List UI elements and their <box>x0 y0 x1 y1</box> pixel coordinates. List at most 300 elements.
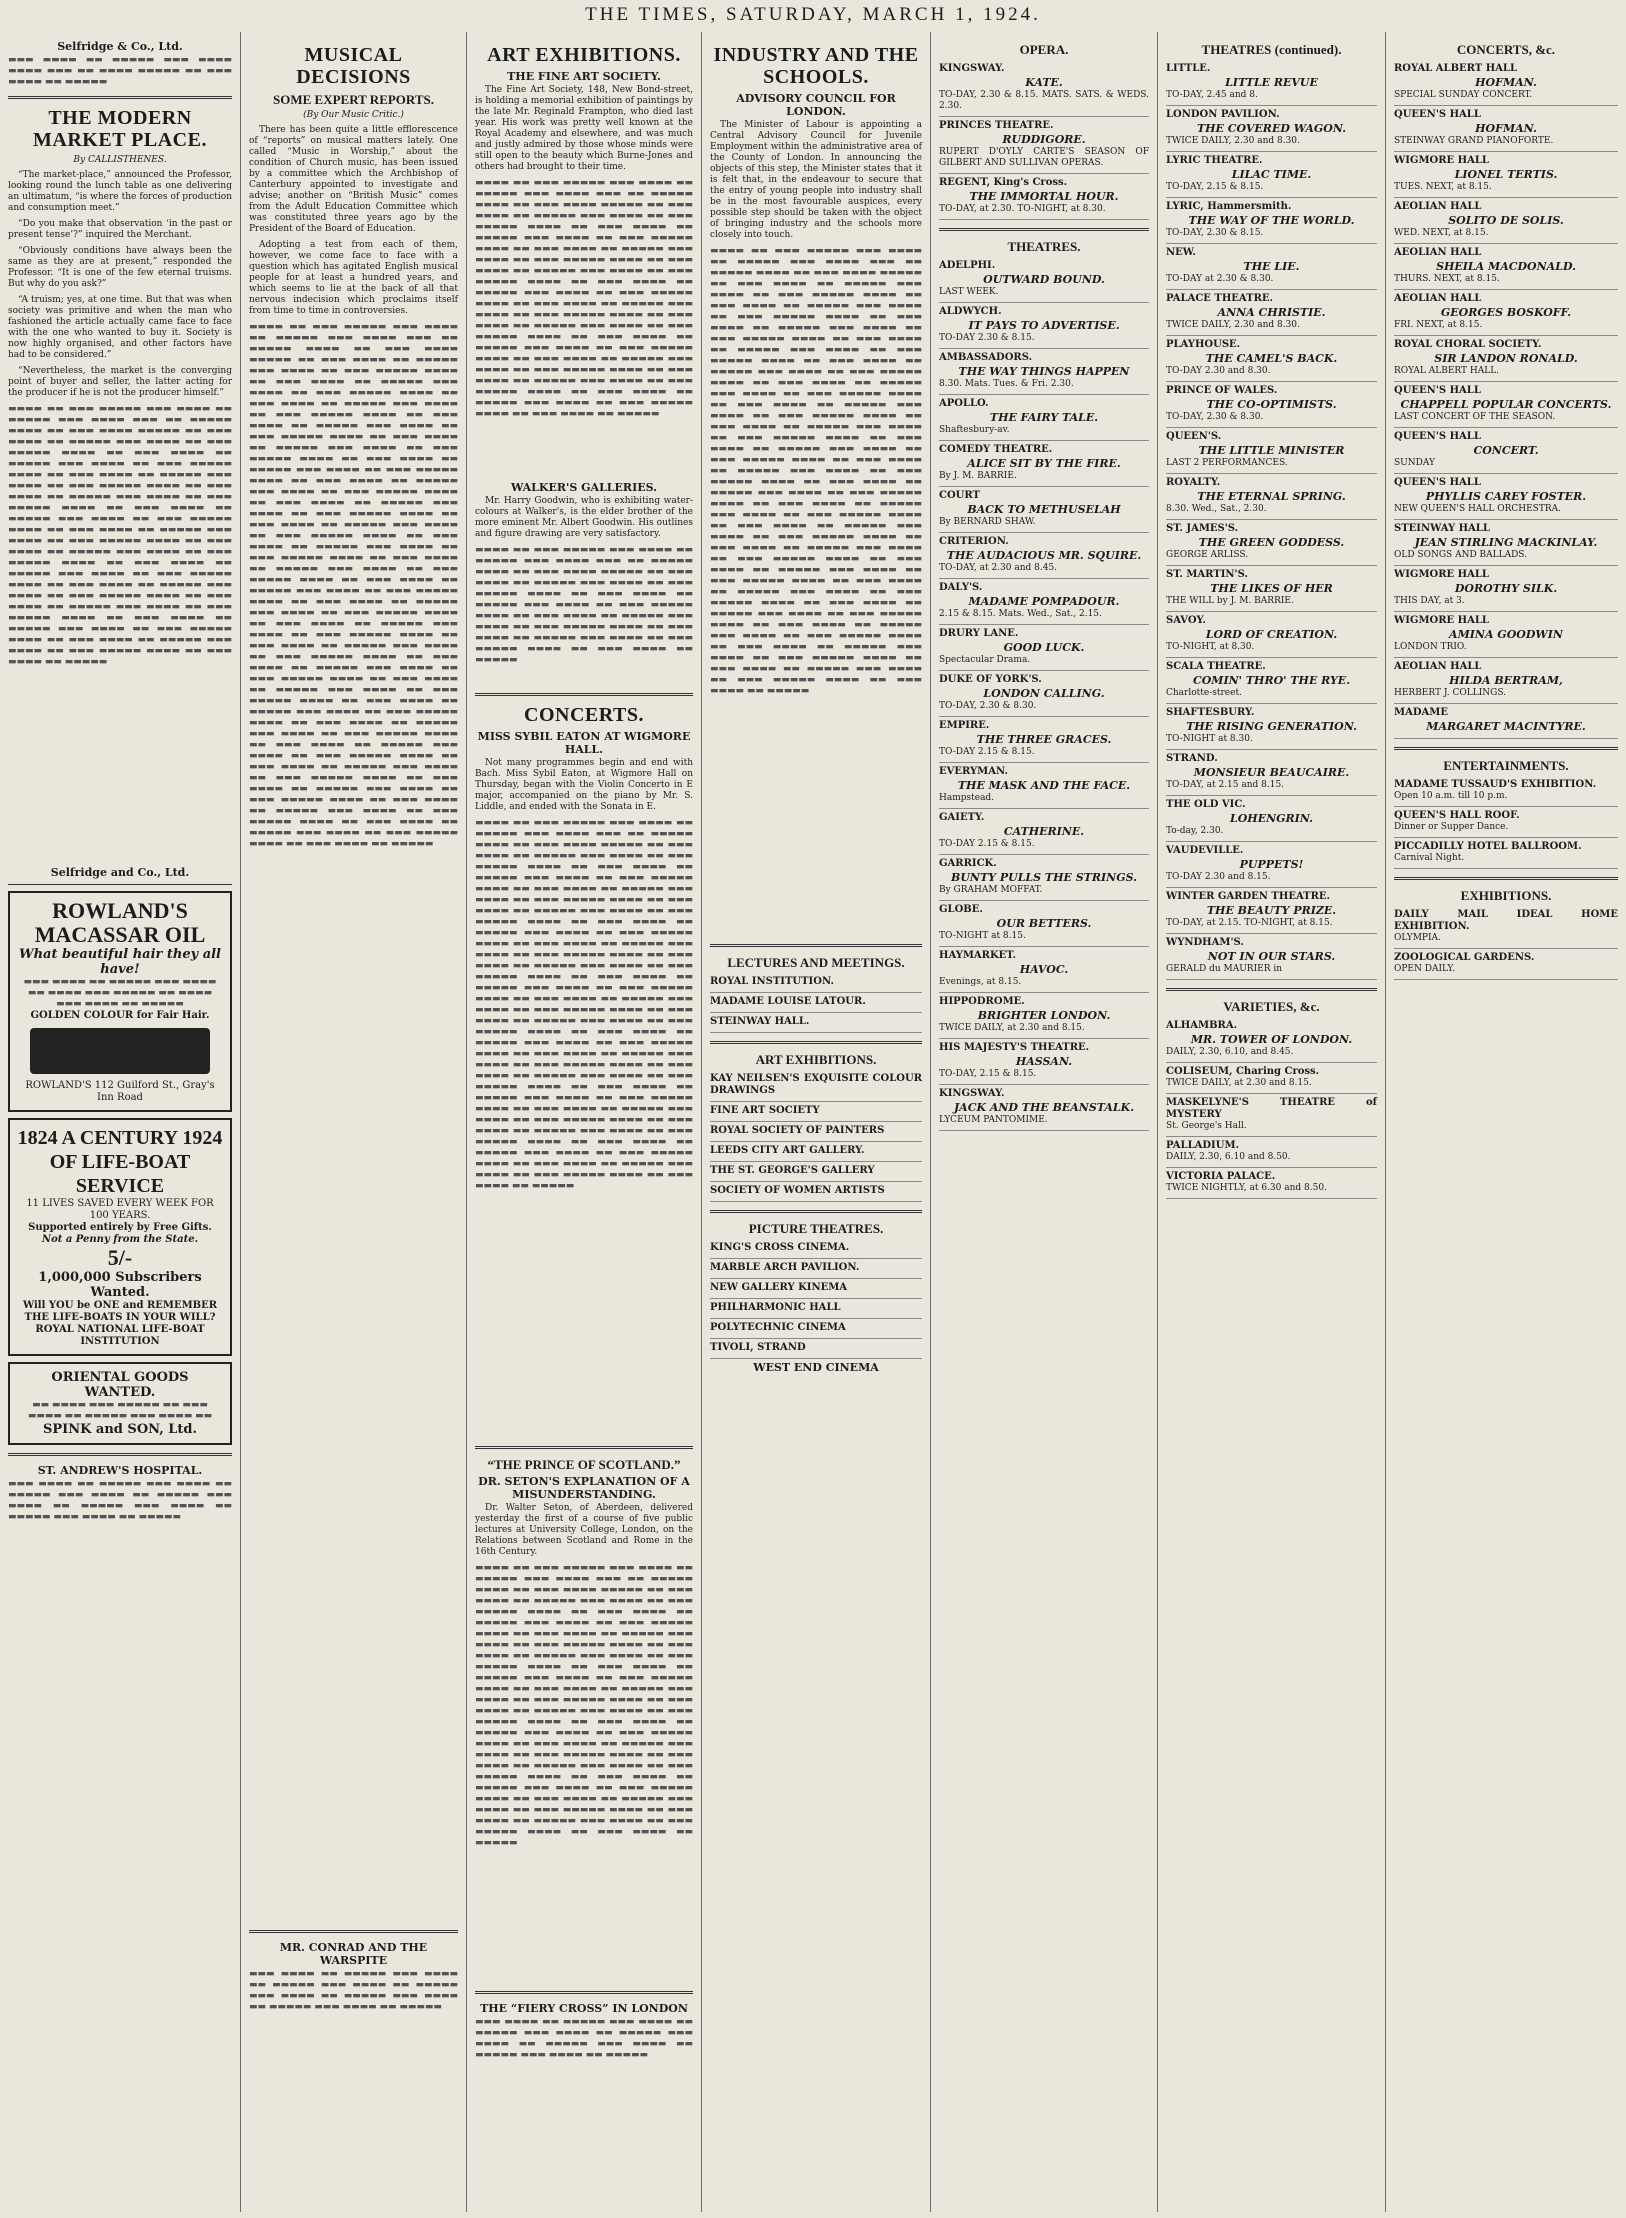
filler-text: ▬▬▬ ▬▬▬▬ ▬▬ ▬▬▬▬▬ ▬▬▬ ▬▬▬▬ ▬▬ ▬▬▬▬ ▬▬▬ ▬▬▬▬▬ ▬▬ ▬▬▬▬ ▬▬▬ ▬▬▬▬ ▬▬ ▬▬▬▬▬ <box>23 977 217 1009</box>
show-title: SHEILA MACDONALD. <box>1436 260 1576 273</box>
show-title: THE CO-OPTIMISTS. <box>1206 398 1337 411</box>
show-details: TO-NIGHT at 8.15. <box>939 931 1026 941</box>
listing-name: MADAME LOUISE LATOUR. <box>710 996 866 1007</box>
listing-name: ROYAL INSTITUTION. <box>710 976 834 987</box>
show-title: JACK AND THE BEANSTALK. <box>953 1101 1135 1114</box>
show-details: By GRAHAM MOFFAT. <box>939 885 1043 895</box>
filler-text: ▬▬▬▬ ▬▬ ▬▬▬ ▬▬▬▬▬ ▬▬▬ ▬▬▬▬ ▬▬ ▬▬▬▬▬ ▬▬▬ ▬▬▬▬ ▬▬▬ ▬▬ ▬▬▬▬▬ ▬▬▬▬ ▬▬ ▬▬▬ ▬▬▬▬ ▬▬▬▬▬ ▬▬ ▬▬▬ ▬▬▬▬ ▬▬ ▬▬▬▬▬ ▬▬▬ ▬▬▬▬ ▬▬ ▬▬▬ ▬▬▬▬▬ ▬▬▬▬ ▬▬ ▬▬▬ ▬▬▬▬ ▬▬ ▬▬▬▬▬ ▬▬▬ ▬▬▬▬ ▬▬ ▬▬▬ ▬▬▬▬▬ ▬▬▬▬ ▬▬ ▬▬▬ ▬▬▬▬ ▬▬ ▬▬▬▬▬ ▬▬▬ ▬▬▬▬ ▬▬ ▬▬▬ ▬▬▬▬▬ ▬▬▬▬ ▬▬ ▬▬▬ ▬▬▬▬ ▬▬ ▬▬▬▬▬ ▬▬▬ ▬▬▬▬ ▬▬ ▬▬▬ ▬▬▬▬▬ ▬▬▬▬ ▬▬ ▬▬▬ ▬▬▬▬ ▬▬ ▬▬▬▬▬ ▬▬▬ ▬▬▬▬ ▬▬ ▬▬▬ ▬▬▬▬▬ ▬▬▬▬ ▬▬ ▬▬▬ ▬▬▬▬ ▬▬ ▬▬▬▬▬ ▬▬▬ ▬▬▬▬ ▬▬ ▬▬▬ ▬▬▬▬▬ ▬▬▬▬ ▬▬ ▬▬▬ ▬▬▬▬ ▬▬ ▬▬▬▬▬ ▬▬▬ ▬▬▬▬ ▬▬ ▬▬▬ ▬▬▬▬▬ ▬▬▬▬ ▬▬ ▬▬▬ ▬▬▬▬ ▬▬ ▬▬▬▬▬ ▬▬▬ ▬▬▬▬ ▬▬ ▬▬▬ ▬▬▬▬▬ ▬▬▬▬ ▬▬ ▬▬▬ ▬▬▬▬ ▬▬ ▬▬▬▬▬ ▬▬▬ ▬▬▬▬ ▬▬ ▬▬▬ ▬▬▬▬▬ ▬▬▬▬ ▬▬ ▬▬▬ ▬▬▬▬ ▬▬ ▬▬▬▬▬ ▬▬▬ ▬▬▬▬ ▬▬ ▬▬▬ ▬▬▬▬▬ ▬▬▬▬ ▬▬ ▬▬▬ ▬▬▬▬ ▬▬ ▬▬▬▬▬ ▬▬▬ ▬▬▬▬ ▬▬ ▬▬▬ ▬▬▬▬▬ ▬▬▬▬ ▬▬ ▬▬▬ ▬▬▬▬ ▬▬ ▬▬▬▬▬ ▬▬▬ ▬▬▬▬ ▬▬ ▬▬▬ ▬▬▬▬▬ ▬▬▬▬ ▬▬ ▬▬▬ ▬▬▬▬ ▬▬ ▬▬▬▬▬ ▬▬▬ ▬▬▬▬ ▬▬ ▬▬▬ ▬▬▬▬▬ ▬▬▬▬ ▬▬ ▬▬▬ ▬▬▬▬ ▬▬ ▬▬▬▬▬ <box>475 1563 693 1848</box>
show-details: Charlotte-street. <box>1166 688 1242 698</box>
venue-name: DAILY MAIL IDEAL HOME EXHIBITION. <box>1394 909 1618 932</box>
show-title: COMIN' THRO' THE RYE. <box>1192 674 1351 687</box>
show-details: TO-NIGHT, at 8.30. <box>1166 642 1255 652</box>
listing-entry <box>1394 566 1618 612</box>
section-heading: CONCERTS, &c. <box>1456 42 1556 57</box>
listing-entry <box>939 579 1149 625</box>
listing-name: POLYTECHNIC CINEMA <box>710 1322 846 1333</box>
show-title: ANNA CHRISTIE. <box>1217 306 1326 319</box>
listing-entry <box>939 763 1149 809</box>
listing-entry <box>1394 520 1618 566</box>
show-title: THE COVERED WAGON. <box>1196 122 1347 135</box>
opera-list <box>939 60 1149 220</box>
show-title: DOROTHY SILK. <box>1454 582 1558 595</box>
show-title: MADAME POMPADOUR. <box>968 595 1120 608</box>
show-details: TO-DAY 2.30 and 8.30. <box>1166 366 1271 376</box>
venue-name: HIS MAJESTY'S THEATRE. <box>939 1042 1090 1053</box>
venue-name: QUEEN'S. <box>1166 431 1222 442</box>
venue-name: AEOLIAN HALL <box>1394 247 1482 258</box>
show-title: LITTLE REVUE <box>1225 76 1318 89</box>
listing-entry <box>1166 474 1377 520</box>
listing-entry <box>1394 906 1618 949</box>
listing-name: THE ST. GEORGE'S GALLERY <box>710 1165 875 1176</box>
section-heading: “THE PRINCE OF SCOTLAND.” <box>487 1457 681 1472</box>
show-title: HOFMAN. <box>1475 76 1537 89</box>
show-title: THE WAY OF THE WORLD. <box>1188 214 1355 227</box>
divider <box>475 1991 693 1994</box>
article-heading: MUSICAL DECISIONS <box>296 44 411 88</box>
filler-text: ▬▬▬▬ ▬▬ ▬▬▬ ▬▬▬▬▬ ▬▬▬ ▬▬▬▬ ▬▬ ▬▬▬▬▬ ▬▬▬ ▬▬▬▬ ▬▬▬ ▬▬ ▬▬▬▬▬ ▬▬▬▬ ▬▬ ▬▬▬ ▬▬▬▬ ▬▬▬▬▬ ▬▬ ▬▬▬ ▬▬▬▬ ▬▬ ▬▬▬▬▬ ▬▬▬ ▬▬▬▬ ▬▬ ▬▬▬ ▬▬▬▬▬ ▬▬▬▬ ▬▬ ▬▬▬ ▬▬▬▬ ▬▬ ▬▬▬▬▬ ▬▬▬ ▬▬▬▬ ▬▬ ▬▬▬ ▬▬▬▬▬ ▬▬▬▬ ▬▬ ▬▬▬ ▬▬▬▬ ▬▬ ▬▬▬▬▬ ▬▬▬ ▬▬▬▬ ▬▬ ▬▬▬ ▬▬▬▬▬ ▬▬▬▬ ▬▬ ▬▬▬ ▬▬▬▬ ▬▬ ▬▬▬▬▬ ▬▬▬ ▬▬▬▬ ▬▬ ▬▬▬ ▬▬▬▬▬ ▬▬▬▬ ▬▬ ▬▬▬ ▬▬▬▬ ▬▬ ▬▬▬▬▬ ▬▬▬ ▬▬▬▬ ▬▬ ▬▬▬ ▬▬▬▬▬ ▬▬▬▬ ▬▬ ▬▬▬ ▬▬▬▬ ▬▬ ▬▬▬▬▬ ▬▬▬ ▬▬▬▬ ▬▬ ▬▬▬ ▬▬▬▬▬ ▬▬▬▬ ▬▬ ▬▬▬ ▬▬▬▬ ▬▬ ▬▬▬▬▬ ▬▬▬ ▬▬▬▬ ▬▬ ▬▬▬ ▬▬▬▬▬ ▬▬▬▬ ▬▬ ▬▬▬ ▬▬▬▬ ▬▬ ▬▬▬▬▬ ▬▬▬ ▬▬▬▬ ▬▬ ▬▬▬ ▬▬▬▬▬ ▬▬▬▬ ▬▬ ▬▬▬ ▬▬▬▬ ▬▬ ▬▬▬▬▬ ▬▬▬ ▬▬▬▬ ▬▬ ▬▬▬ ▬▬▬▬▬ ▬▬▬▬ ▬▬ ▬▬▬ ▬▬▬▬ ▬▬ ▬▬▬▬▬ ▬▬▬ ▬▬▬▬ ▬▬ ▬▬▬ ▬▬▬▬▬ ▬▬▬▬ ▬▬ ▬▬▬ ▬▬▬▬ ▬▬ ▬▬▬▬▬ ▬▬▬ ▬▬▬▬ ▬▬ ▬▬▬ ▬▬▬▬▬ ▬▬▬▬ ▬▬ ▬▬▬ ▬▬▬▬ ▬▬ ▬▬▬▬▬ ▬▬▬ ▬▬▬▬ ▬▬ ▬▬▬ ▬▬▬▬▬ ▬▬▬▬ ▬▬ ▬▬▬ ▬▬▬▬ ▬▬ ▬▬▬▬▬ ▬▬▬ ▬▬▬▬ ▬▬ ▬▬▬ ▬▬▬▬▬ ▬▬▬▬ ▬▬ ▬▬▬ ▬▬▬▬ ▬▬ ▬▬▬▬▬ ▬▬▬ ▬▬▬▬ ▬▬ ▬▬▬ ▬▬▬▬▬ ▬▬▬▬ ▬▬ ▬▬▬ ▬▬▬▬ ▬▬ ▬▬▬▬▬ ▬▬▬ ▬▬▬▬ ▬▬ ▬▬▬ ▬▬▬▬▬ ▬▬▬▬ ▬▬ ▬▬▬ ▬▬▬▬ ▬▬ ▬▬▬▬▬ ▬▬▬ ▬▬▬▬ ▬▬ ▬▬▬ ▬▬▬▬▬ ▬▬▬▬ ▬▬ ▬▬▬ ▬▬▬▬ ▬▬ ▬▬▬▬▬ ▬▬▬ ▬▬▬▬ ▬▬ ▬▬▬ ▬▬▬▬▬ ▬▬▬▬ ▬▬ ▬▬▬ ▬▬▬▬ ▬▬ ▬▬▬▬▬ ▬▬▬ ▬▬▬▬ ▬▬ ▬▬▬ ▬▬▬▬▬ ▬▬▬▬ ▬▬ ▬▬▬ ▬▬▬▬ ▬▬ ▬▬▬▬▬ ▬▬▬ ▬▬▬▬ ▬▬ ▬▬▬ ▬▬▬▬▬ ▬▬▬▬ ▬▬ ▬▬▬ ▬▬▬▬ ▬▬ ▬▬▬▬▬ ▬▬▬ ▬▬▬▬ ▬▬ ▬▬▬ ▬▬▬▬▬ ▬▬▬▬ ▬▬ ▬▬▬ ▬▬▬▬ ▬▬ ▬▬▬▬▬ <box>710 246 922 696</box>
picture-theatre-list <box>710 1239 922 1359</box>
listing-entry <box>939 1085 1149 1131</box>
listing-entry <box>1166 382 1377 428</box>
show-details: LAST 2 PERFORMANCES. <box>1166 458 1288 468</box>
article-paragraph: “Obviously conditions have always been the same as they are at present,” responded the Professor. “It is one of the few eternal truisms. But why do you ask?” <box>8 246 232 289</box>
show-details: TO-DAY, 2.30 & 8.30. <box>939 701 1037 711</box>
listing-entry <box>939 303 1149 349</box>
listing-entry <box>1166 796 1377 842</box>
show-details: LONDON TRIO. <box>1394 642 1467 652</box>
show-details: OLYMPIA. <box>1394 933 1441 943</box>
article-paragraph: There has been quite a little efflorescence of “reports” on musical matters lately. One called “Music in Worship,” about the condition of Church music, has been issued by a committee which the Archbishop of Canterbury appointed to investigate and advise; another on “British Music” comes from the Adult Education Committee which was constituted three years ago by the President of the Board of Education. <box>249 125 458 234</box>
venue-name: AMBASSADORS. <box>939 352 1033 363</box>
show-details: By BERNARD SHAW. <box>939 517 1036 527</box>
show-details: DAILY, 2.30, 6.10, and 8.45. <box>1166 1047 1294 1057</box>
listing-name: NEW GALLERY KINEMA <box>710 1282 848 1293</box>
show-title: CHAPPELL POPULAR CONCERTS. <box>1400 398 1612 411</box>
listing-entry <box>1394 612 1618 658</box>
divider <box>475 1446 693 1449</box>
venue-name: HIPPODROME. <box>939 996 1025 1007</box>
advert-title: 1824 A CENTURY 1924 OF LIFE-BOAT SERVICE <box>17 1127 223 1197</box>
article-paragraph: “The market-place,” announced the Professor, looking round the lunch table as one delivering an ultimatum, “is where the forces of production and consumption meet.” <box>8 170 232 213</box>
show-details: LYCEUM PANTOMIME. <box>939 1115 1048 1125</box>
listing-name: SOCIETY OF WOMEN ARTISTS <box>710 1185 885 1196</box>
advert-tagline: What beautiful hair they all have! <box>19 947 221 977</box>
venue-name: COURT <box>939 490 980 501</box>
listing-entry <box>1166 566 1377 612</box>
advert-address: ROWLAND'S 112 Guilford St., Gray's Inn Road <box>25 1080 215 1103</box>
section-heading: ART EXHIBITIONS. <box>755 1052 877 1067</box>
show-details: Evenings, at 8.15. <box>939 977 1022 987</box>
listing-entry <box>1166 658 1377 704</box>
show-title: BRIGHTER LONDON. <box>977 1009 1111 1022</box>
show-title: HOFMAN. <box>1475 122 1537 135</box>
section-heading: ENTERTAINMENTS. <box>1443 758 1569 773</box>
listing-entry <box>1166 106 1377 152</box>
listing-entry <box>1394 382 1618 428</box>
section-heading: THEATRES (continued). <box>1201 42 1342 57</box>
listing-entry <box>710 1070 922 1102</box>
listing-entry <box>939 901 1149 947</box>
listing-entry <box>939 1039 1149 1085</box>
filler-text: ▬▬▬▬ ▬▬ ▬▬▬ ▬▬▬▬▬ ▬▬▬ ▬▬▬▬ ▬▬ ▬▬▬▬▬ ▬▬▬ ▬▬▬▬ ▬▬▬ ▬▬ ▬▬▬▬▬ ▬▬▬▬ ▬▬ ▬▬▬ ▬▬▬▬ ▬▬▬▬▬ ▬▬ ▬▬▬ ▬▬▬▬ ▬▬ ▬▬▬▬▬ ▬▬▬ ▬▬▬▬ ▬▬ ▬▬▬ ▬▬▬▬▬ ▬▬▬▬ ▬▬ ▬▬▬ ▬▬▬▬ ▬▬ ▬▬▬▬▬ ▬▬▬ ▬▬▬▬ ▬▬ ▬▬▬ ▬▬▬▬▬ ▬▬▬▬ ▬▬ ▬▬▬ ▬▬▬▬ ▬▬ ▬▬▬▬▬ ▬▬▬ ▬▬▬▬ ▬▬ ▬▬▬ ▬▬▬▬▬ ▬▬▬▬ ▬▬ ▬▬▬ ▬▬▬▬ ▬▬ ▬▬▬▬▬ ▬▬▬ ▬▬▬▬ ▬▬ ▬▬▬ ▬▬▬▬▬ ▬▬▬▬ ▬▬ ▬▬▬ ▬▬▬▬ ▬▬ ▬▬▬▬▬ ▬▬▬ ▬▬▬▬ ▬▬ ▬▬▬ ▬▬▬▬▬ ▬▬▬▬ ▬▬ ▬▬▬ ▬▬▬▬ ▬▬ ▬▬▬▬▬ ▬▬▬ ▬▬▬▬ ▬▬ ▬▬▬ ▬▬▬▬▬ ▬▬▬▬ ▬▬ ▬▬▬ ▬▬▬▬ ▬▬ ▬▬▬▬▬ ▬▬▬ ▬▬▬▬ ▬▬ ▬▬▬ ▬▬▬▬▬ ▬▬▬▬ ▬▬ ▬▬▬ ▬▬▬▬ ▬▬ ▬▬▬▬▬ ▬▬▬ ▬▬▬▬ ▬▬ ▬▬▬ ▬▬▬▬▬ ▬▬▬▬ ▬▬ ▬▬▬ ▬▬▬▬ ▬▬ ▬▬▬▬▬ ▬▬▬ ▬▬▬▬ ▬▬ ▬▬▬ ▬▬▬▬▬ ▬▬▬▬ ▬▬ ▬▬▬ ▬▬▬▬ ▬▬ ▬▬▬▬▬ ▬▬▬ ▬▬▬▬ ▬▬ ▬▬▬ ▬▬▬▬▬ ▬▬▬▬ ▬▬ ▬▬▬ ▬▬▬▬ ▬▬ ▬▬▬▬▬ ▬▬▬ ▬▬▬▬ ▬▬ ▬▬▬ ▬▬▬▬▬ ▬▬▬▬ ▬▬ ▬▬▬ ▬▬▬▬ ▬▬ ▬▬▬▬▬ ▬▬▬ ▬▬▬▬ ▬▬ ▬▬▬ ▬▬▬▬▬ ▬▬▬▬ ▬▬ ▬▬▬ ▬▬▬▬ ▬▬ ▬▬▬▬▬ ▬▬▬ ▬▬▬▬ ▬▬ ▬▬▬ ▬▬▬▬▬ ▬▬▬▬ ▬▬ ▬▬▬ ▬▬▬▬ ▬▬ ▬▬▬▬▬ ▬▬▬ ▬▬▬▬ ▬▬ ▬▬▬ ▬▬▬▬▬ ▬▬▬▬ ▬▬ ▬▬▬ ▬▬▬▬ ▬▬ ▬▬▬▬▬ ▬▬▬ ▬▬▬▬ ▬▬ ▬▬▬ ▬▬▬▬▬ ▬▬▬▬ ▬▬ ▬▬▬ ▬▬▬▬ ▬▬ ▬▬▬▬▬ ▬▬▬ ▬▬▬▬ ▬▬ ▬▬▬ ▬▬▬▬▬ ▬▬▬▬ ▬▬ ▬▬▬ ▬▬▬▬ ▬▬ ▬▬▬▬▬ ▬▬▬ ▬▬▬▬ ▬▬ ▬▬▬ ▬▬▬▬▬ ▬▬▬▬ ▬▬ ▬▬▬ ▬▬▬▬ ▬▬ ▬▬▬▬▬ ▬▬▬ ▬▬▬▬ ▬▬ ▬▬▬ ▬▬▬▬▬ ▬▬▬▬ ▬▬ ▬▬▬ ▬▬▬▬ ▬▬ ▬▬▬▬▬ <box>475 818 693 1191</box>
venue-name: ADELPHI. <box>939 260 996 271</box>
show-details: TO-DAY 2.15 & 8.15. <box>939 747 1035 757</box>
exhibition-list <box>1394 906 1618 980</box>
listing-entry <box>939 625 1149 671</box>
show-details: OLD SONGS AND BALLADS. <box>1394 550 1528 560</box>
venue-name: QUEEN'S HALL <box>1394 385 1481 396</box>
divider <box>1394 877 1618 880</box>
show-details: TO-DAY, 2.30 & 8.15. MATS. SATS. & WEDS. 2.30. <box>939 90 1149 111</box>
oriental-goods-advert <box>8 1362 232 1445</box>
venue-name: ZOOLOGICAL GARDENS. <box>1394 952 1535 963</box>
venue-name: GLOBE. <box>939 904 983 915</box>
divider <box>8 884 232 885</box>
divider <box>475 693 693 696</box>
listing-entry <box>1394 290 1618 336</box>
exhibition-list <box>710 1070 922 1202</box>
show-details: 2.15 & 8.15. Mats. Wed., Sat., 2.15. <box>939 609 1102 619</box>
theatre-list <box>939 257 1149 1131</box>
show-details: SPECIAL SUNDAY CONCERT. <box>1394 90 1533 100</box>
listing-entry <box>939 717 1149 763</box>
listing-entry <box>710 1319 922 1339</box>
venue-name: SHAFTESBURY. <box>1166 707 1255 718</box>
venue-name: ROYAL ALBERT HALL <box>1394 63 1517 74</box>
show-title: OUTWARD BOUND. <box>983 273 1105 286</box>
column-2 <box>241 32 466 2212</box>
column-7 <box>1386 32 1626 2212</box>
show-title: IT PAYS TO ADVERTISE. <box>968 319 1120 332</box>
show-details: 8.30. Wed., Sat., 2.30. <box>1166 504 1267 514</box>
venue-name: ST. JAMES'S. <box>1166 523 1239 534</box>
show-details: TWICE DAILY, 2.30 and 8.30. <box>1166 136 1300 146</box>
listing-entry <box>1166 60 1377 106</box>
divider <box>710 944 922 947</box>
show-details: OPEN DAILY. <box>1394 964 1456 974</box>
show-title: LORD OF CREATION. <box>1205 628 1338 641</box>
venue-name: PICCADILLY HOTEL BALLROOM. <box>1394 841 1582 852</box>
listing-entry <box>1166 612 1377 658</box>
listing-entry <box>939 993 1149 1039</box>
listing-name: KAY NEILSEN'S EXQUISITE COLOUR DRAWINGS <box>710 1073 922 1096</box>
column-5 <box>931 32 1157 2212</box>
listing-name: TIVOLI, STRAND <box>710 1342 806 1353</box>
listing-entry <box>939 117 1149 174</box>
listing-name: STEINWAY HALL. <box>710 1016 810 1027</box>
show-title: THE AUDACIOUS MR. SQUIRE. <box>946 549 1142 562</box>
divider <box>1166 988 1377 991</box>
lecture-list <box>710 973 922 1033</box>
show-details: THIS DAY, at 3. <box>1394 596 1465 606</box>
show-title: JEAN STIRLING MACKINLAY. <box>1414 536 1598 549</box>
venue-name: AEOLIAN HALL <box>1394 201 1482 212</box>
venue-name: MASKELYNE'S THEATRE of MYSTERY <box>1166 1097 1377 1120</box>
column-1 <box>0 32 240 2212</box>
show-title: MARGARET MACINTYRE. <box>1426 720 1586 733</box>
listing-entry <box>710 1122 922 1142</box>
listing-entry <box>710 1259 922 1279</box>
filler-text: ▬▬ ▬▬▬▬ ▬▬▬ ▬▬▬▬▬ ▬▬ ▬▬▬ ▬▬▬▬ ▬▬ ▬▬▬▬▬ ▬▬▬ ▬▬▬▬ ▬▬ <box>27 1400 213 1421</box>
listing-entry <box>1166 152 1377 198</box>
listing-entry <box>1394 704 1618 739</box>
section-heading: LECTURES AND MEETINGS. <box>727 955 905 970</box>
venue-name: PRINCES THEATRE. <box>939 120 1054 131</box>
show-details: ROYAL ALBERT HALL. <box>1394 366 1500 376</box>
section-heading: EXHIBITIONS. <box>1460 888 1552 903</box>
venue-name: PRINCE OF WALES. <box>1166 385 1278 396</box>
show-title: NOT IN OUR STARS. <box>1207 950 1336 963</box>
show-details: TO-DAY 2.30 & 8.15. <box>939 333 1035 343</box>
lifeboat-advert <box>8 1118 232 1356</box>
show-details: TWICE DAILY, at 2.30 and 8.15. <box>939 1023 1085 1033</box>
show-title: CONCERT. <box>1473 444 1539 457</box>
listing-entry <box>710 1299 922 1319</box>
show-details: TO-DAY, at 2.15 and 8.15. <box>1166 780 1285 790</box>
show-title: KATE. <box>1025 76 1063 89</box>
show-details: TO-DAY at 2.30 & 8.30. <box>1166 274 1274 284</box>
divider <box>710 1041 922 1044</box>
venue-name: WINTER GARDEN THEATRE. <box>1166 891 1331 902</box>
article-subheading: MISS SYBIL EATON AT WIGMORE HALL. <box>477 730 691 756</box>
section-heading: THE “FIERY CROSS” IN LONDON <box>480 2002 688 2015</box>
show-details: TWICE DAILY, 2.30 and 8.30. <box>1166 320 1300 330</box>
show-title: MONSIEUR BEAUCAIRE. <box>1193 766 1350 779</box>
column-6 <box>1158 32 1385 2212</box>
advert-support: Supported entirely by Free Gifts. <box>28 1222 212 1233</box>
section-heading: MR. CONRAD AND THE WARSPITE <box>279 1941 428 1967</box>
listing-entry <box>1166 842 1377 888</box>
divider <box>8 96 232 99</box>
show-details: TO-DAY 2.30 and 8.15. <box>1166 872 1271 882</box>
show-details: To-day, 2.30. <box>1166 826 1224 836</box>
venue-name: KINGSWAY. <box>939 63 1005 74</box>
listing-entry <box>1166 888 1377 934</box>
venue-name: GAIETY. <box>939 812 985 823</box>
show-details: By J. M. BARRIE. <box>939 471 1017 481</box>
show-details: GEORGE ARLISS. <box>1166 550 1249 560</box>
section-heading: THEATRES. <box>1007 239 1081 254</box>
show-details: WED. NEXT, at 8.15. <box>1394 228 1489 238</box>
show-details: TO-DAY, at 2.30 and 8.45. <box>939 563 1058 573</box>
venue-name: QUEEN'S HALL <box>1394 477 1481 488</box>
show-details: Hampstead. <box>939 793 995 803</box>
article-subheading: THE FINE ART SOCIETY. <box>507 70 661 83</box>
show-title: THE IMMORTAL HOUR. <box>969 190 1119 203</box>
listing-entry <box>1394 949 1618 980</box>
show-details: HERBERT J. COLLINGS. <box>1394 688 1507 698</box>
show-details: TO-DAY, at 2.15. TO-NIGHT, at 8.15. <box>1166 918 1333 928</box>
listing-entry <box>939 395 1149 441</box>
listing-entry <box>710 973 922 993</box>
show-title: PUPPETS! <box>1239 858 1304 871</box>
show-details: THE WILL by J. M. BARRIE. <box>1166 596 1294 606</box>
show-details: Dinner or Supper Dance. <box>1394 822 1509 832</box>
listing-entry <box>710 1013 922 1033</box>
show-title: THE MASK AND THE FACE. <box>957 779 1131 792</box>
section-heading: PICTURE THEATRES. <box>748 1221 884 1236</box>
listing-entry <box>939 809 1149 855</box>
show-details: RUPERT D'OYLY CARTE'S SEASON OF GILBERT AND SULLIVAN OPERAS. <box>939 147 1149 168</box>
show-details: TO-DAY, at 2.30. TO-NIGHT, at 8.30. <box>939 204 1106 214</box>
listing-name: LEEDS CITY ART GALLERY. <box>710 1145 865 1156</box>
venue-name: LYRIC, Hammersmith. <box>1166 201 1292 212</box>
show-title: LIONEL TERTIS. <box>1454 168 1558 181</box>
article-subheading: DR. SETON'S EXPLANATION OF A MISUNDERSTANDING. <box>478 1475 690 1501</box>
varieties-list <box>1166 1017 1377 1199</box>
filler-text: ▬▬▬▬ ▬▬ ▬▬▬ ▬▬▬▬▬ ▬▬▬ ▬▬▬▬ ▬▬ ▬▬▬▬▬ ▬▬▬ ▬▬▬▬ ▬▬▬ ▬▬ ▬▬▬▬▬ ▬▬▬▬ ▬▬ ▬▬▬ ▬▬▬▬ ▬▬▬▬▬ ▬▬ ▬▬▬ ▬▬▬▬ ▬▬ ▬▬▬▬▬ ▬▬▬ ▬▬▬▬ ▬▬ ▬▬▬ ▬▬▬▬▬ ▬▬▬▬ ▬▬ ▬▬▬ ▬▬▬▬ ▬▬ ▬▬▬▬▬ ▬▬▬ ▬▬▬▬ ▬▬ ▬▬▬ ▬▬▬▬▬ ▬▬▬▬ ▬▬ ▬▬▬ ▬▬▬▬ ▬▬ ▬▬▬▬▬ ▬▬▬ ▬▬▬▬ ▬▬ ▬▬▬ ▬▬▬▬▬ ▬▬▬▬ ▬▬ ▬▬▬ ▬▬▬▬ ▬▬ ▬▬▬▬▬ ▬▬▬ ▬▬▬▬ ▬▬ ▬▬▬ ▬▬▬▬▬ ▬▬▬▬ ▬▬ ▬▬▬ ▬▬▬▬ ▬▬ ▬▬▬▬▬ ▬▬▬ ▬▬▬▬ ▬▬ ▬▬▬ ▬▬▬▬▬ ▬▬▬▬ ▬▬ ▬▬▬ ▬▬▬▬ ▬▬ ▬▬▬▬▬ ▬▬▬ ▬▬▬▬ ▬▬ ▬▬▬ ▬▬▬▬▬ ▬▬▬▬ ▬▬ ▬▬▬ ▬▬▬▬ ▬▬ ▬▬▬▬▬ ▬▬▬ ▬▬▬▬ ▬▬ ▬▬▬ ▬▬▬▬▬ ▬▬▬▬ ▬▬ ▬▬▬ ▬▬▬▬ ▬▬ ▬▬▬▬▬ ▬▬▬ ▬▬▬▬ ▬▬ ▬▬▬ ▬▬▬▬▬ ▬▬▬▬ ▬▬ ▬▬▬ ▬▬▬▬ ▬▬ ▬▬▬▬▬ ▬▬▬ ▬▬▬▬ ▬▬ ▬▬▬ ▬▬▬▬▬ ▬▬▬▬ ▬▬ ▬▬▬ ▬▬▬▬ ▬▬ ▬▬▬▬▬ ▬▬▬ ▬▬▬▬ ▬▬ ▬▬▬ ▬▬▬▬▬ ▬▬▬▬ ▬▬ ▬▬▬ ▬▬▬▬ ▬▬ ▬▬▬▬▬ ▬▬▬ ▬▬▬▬ ▬▬ ▬▬▬ ▬▬▬▬▬ ▬▬▬▬ ▬▬ ▬▬▬ ▬▬▬▬ ▬▬ ▬▬▬▬▬ ▬▬▬ ▬▬▬▬ ▬▬ ▬▬▬ ▬▬▬▬▬ ▬▬▬▬ ▬▬ ▬▬▬ ▬▬▬▬ ▬▬ ▬▬▬▬▬ ▬▬▬ ▬▬▬▬ ▬▬ ▬▬▬ ▬▬▬▬▬ ▬▬▬▬ ▬▬ ▬▬▬ ▬▬▬▬ ▬▬ ▬▬▬▬▬ ▬▬▬ ▬▬▬▬ ▬▬ ▬▬▬ ▬▬▬▬▬ ▬▬▬▬ ▬▬ ▬▬▬ ▬▬▬▬ ▬▬ ▬▬▬▬▬ ▬▬▬ ▬▬▬▬ ▬▬ ▬▬▬ ▬▬▬▬▬ ▬▬▬▬ ▬▬ ▬▬▬ ▬▬▬▬ ▬▬ ▬▬▬▬▬ ▬▬▬ ▬▬▬▬ ▬▬ ▬▬▬ ▬▬▬▬▬ ▬▬▬▬ ▬▬ ▬▬▬ ▬▬▬▬ ▬▬ ▬▬▬▬▬ ▬▬▬ ▬▬▬▬ ▬▬ ▬▬▬ ▬▬▬▬▬ ▬▬▬▬ ▬▬ ▬▬▬ ▬▬▬▬ ▬▬ ▬▬▬▬▬ ▬▬▬ ▬▬▬▬ ▬▬ ▬▬▬ ▬▬▬▬▬ ▬▬▬▬ ▬▬ ▬▬▬ ▬▬▬▬ ▬▬ ▬▬▬▬▬ ▬▬▬ ▬▬▬▬ ▬▬ ▬▬▬ ▬▬▬▬▬ ▬▬▬▬ ▬▬ ▬▬▬ ▬▬▬▬ ▬▬ ▬▬▬▬▬ ▬▬▬ ▬▬▬▬ ▬▬ ▬▬▬ ▬▬▬▬▬ ▬▬▬▬ ▬▬ ▬▬▬ ▬▬▬▬ ▬▬ ▬▬▬▬▬ ▬▬▬ ▬▬▬▬ ▬▬ ▬▬▬ ▬▬▬▬▬ ▬▬▬▬ ▬▬ ▬▬▬ ▬▬▬▬ ▬▬ ▬▬▬▬▬ ▬▬▬ ▬▬▬▬ ▬▬ ▬▬▬ ▬▬▬▬▬ ▬▬▬▬ ▬▬ ▬▬▬ ▬▬▬▬ ▬▬ ▬▬▬▬▬ ▬▬▬ ▬▬▬▬ ▬▬ ▬▬▬ ▬▬▬▬▬ ▬▬▬▬ ▬▬ ▬▬▬ ▬▬▬▬ ▬▬ ▬▬▬▬▬ ▬▬▬ ▬▬▬▬ ▬▬ ▬▬▬ ▬▬▬▬▬ ▬▬▬▬ ▬▬ ▬▬▬ ▬▬▬▬ ▬▬ ▬▬▬▬▬ <box>249 322 458 849</box>
article-paragraph: “Nevertheless, the market is the converging point of buyer and seller, the latter acting for the producer if he is not the producer himself.” <box>8 366 232 398</box>
show-title: THE LITTLE MINISTER <box>1198 444 1345 457</box>
listing-name: KING'S CROSS CINEMA. <box>710 1242 850 1253</box>
show-title: AMINA GOODWIN <box>1449 628 1563 641</box>
venue-name: LITTLE. <box>1166 63 1211 74</box>
listing-entry <box>1166 198 1377 244</box>
show-title: RUDDIGORE. <box>1002 133 1086 146</box>
concert-list <box>1394 60 1618 739</box>
show-title: BACK TO METHUSELAH <box>967 503 1121 516</box>
venue-name: MADAME TUSSAUD'S EXHIBITION. <box>1394 779 1597 790</box>
venue-name: PLAYHOUSE. <box>1166 339 1241 350</box>
filler-text: ▬▬▬ ▬▬▬▬ ▬▬ ▬▬▬▬▬ ▬▬▬ ▬▬▬▬ ▬▬ ▬▬▬▬▬ ▬▬▬ ▬▬▬▬ ▬▬ ▬▬▬▬▬ ▬▬▬ ▬▬▬▬ ▬▬ ▬▬▬▬▬ ▬▬▬ ▬▬▬▬ ▬▬ ▬▬▬▬▬ ▬▬▬ ▬▬▬▬ ▬▬ ▬▬▬▬▬ <box>249 1969 458 2012</box>
venue-name: ST. MARTIN'S. <box>1166 569 1248 580</box>
show-title: THE LIE. <box>1243 260 1300 273</box>
venue-name: ALDWYCH. <box>939 306 1002 317</box>
listing-entry <box>1166 244 1377 290</box>
listing-entry <box>1166 750 1377 796</box>
venue-name: LYRIC THEATRE. <box>1166 155 1263 166</box>
show-details: TO-DAY, 2.15 & 8.15. <box>939 1069 1037 1079</box>
listing-entry <box>710 1102 922 1122</box>
show-title: LONDON CALLING. <box>983 687 1105 700</box>
listing-entry <box>939 533 1149 579</box>
article-body: Mr. Harry Goodwin, who is exhibiting water-colours at Walker's, is the elder brother of the more eminent Mr. Albert Goodwin. His outlines and figure drawing are very satisfactory. <box>475 496 693 539</box>
show-details: GERALD du MAURIER in <box>1166 964 1283 974</box>
advert-title: ROWLAND'S MACASSAR OIL <box>34 898 206 947</box>
listing-entry <box>1166 336 1377 382</box>
venue-name: PALACE THEATRE. <box>1166 293 1273 304</box>
article-paragraph: Adopting a test from each of them, however, we come face to face with a question which has agitated English musical people for at least a hundred years, and which seems to lie at the back of all that nervous indecision which proclaims itself from time to time in controversies. <box>249 240 458 316</box>
show-details: Open 10 a.m. till 10 p.m. <box>1394 791 1508 801</box>
divider <box>710 1210 922 1213</box>
article-body <box>249 125 458 317</box>
show-details: TO-DAY 2.15 & 8.15. <box>939 839 1035 849</box>
bottle-illustration <box>30 1028 210 1074</box>
venue-name: HAYMARKET. <box>939 950 1016 961</box>
listing-entry <box>939 174 1149 220</box>
listing-entry <box>1166 934 1377 980</box>
section-heading: INDUSTRY AND THE SCHOOLS. <box>713 44 919 88</box>
listing-entry <box>939 947 1149 993</box>
listing-entry <box>1394 152 1618 198</box>
column-3 <box>467 32 701 2212</box>
listing-entry <box>1166 704 1377 750</box>
show-details: FRI. NEXT, at 8.15. <box>1394 320 1483 330</box>
venue-name: PALLADIUM. <box>1166 1140 1239 1151</box>
show-details: DAILY, 2.30, 6.10 and 8.50. <box>1166 1152 1291 1162</box>
venue-name: DUKE OF YORK'S. <box>939 674 1042 685</box>
venue-name: APOLLO. <box>939 398 989 409</box>
show-title: HASSAN. <box>1015 1055 1073 1068</box>
show-title: PHYLLIS CAREY FOSTER. <box>1425 490 1587 503</box>
listing-entry <box>1166 428 1377 474</box>
listing-entry <box>939 487 1149 533</box>
article-paragraph: “A truism; yes, at one time. But that was when society was primitive and when the man who fashioned the article actually came face to face with the one who wanted to buy it. Society is now highly organised, and other factors have had to be considered.” <box>8 295 232 360</box>
advert-question: Will YOU be ONE and REMEMBER THE LIFE-BOATS IN YOUR WILL? <box>22 1300 218 1323</box>
venue-name: CRITERION. <box>939 536 1009 547</box>
filler-text: ▬▬▬ ▬▬▬▬ ▬▬ ▬▬▬▬▬ ▬▬▬ ▬▬▬▬ ▬▬ ▬▬▬▬▬ ▬▬▬ ▬▬▬▬ ▬▬ ▬▬▬▬▬ ▬▬▬ ▬▬▬▬ ▬▬ ▬▬▬▬▬ ▬▬▬ ▬▬▬▬ ▬▬ ▬▬▬▬▬ ▬▬▬ ▬▬▬▬ ▬▬ ▬▬▬▬▬ <box>475 2017 693 2060</box>
venue-name: SCALA THEATRE. <box>1166 661 1266 672</box>
venue-name: QUEEN'S HALL <box>1394 109 1481 120</box>
show-title: THE BEAUTY PRIZE. <box>1206 904 1337 917</box>
listing-entry <box>1394 428 1618 474</box>
show-title: THE FAIRY TALE. <box>989 411 1099 424</box>
listing-entry <box>1166 290 1377 336</box>
show-title: THE WAY THINGS HAPPEN <box>958 365 1130 378</box>
venue-name: STEINWAY HALL <box>1394 523 1490 534</box>
venue-name: REGENT, King's Cross. <box>939 177 1068 188</box>
venue-name: DALY'S. <box>939 582 983 593</box>
article-body: The Minister of Labour is appointing a Central Advisory Council for Juvenile Employment within the administrative area of the County of London. In announcing the objects of this step, the Minister states that it is felt that, in the endeavour to secure that the entry of young people into industry shall be in the most favourable auspices, every possible step should be taken with the object of bringing industry and the schools more closely into touch. <box>710 120 922 240</box>
listing-name: MARBLE ARCH PAVILION. <box>710 1262 860 1273</box>
venue-name: GARRICK. <box>939 858 997 869</box>
venue-name: SAVOY. <box>1166 615 1206 626</box>
listing-entry <box>710 1339 922 1359</box>
show-title: OUR BETTERS. <box>996 917 1092 930</box>
article-body: Not many programmes begin and end with Bach. Miss Sybil Eaton, at Wigmore Hall on Thursday, began with the Violin Concerto in E major, accompanied on the piano by Mr. S. Liddle, and ended with the Sonata in E. <box>475 758 693 812</box>
byline: (By Our Music Critic.) <box>303 110 404 120</box>
venue-name: DRURY LANE. <box>939 628 1019 639</box>
show-title: THE CAMEL'S BACK. <box>1205 352 1338 365</box>
notice-heading: Selfridge & Co., Ltd. <box>57 40 183 53</box>
show-details: TWICE NIGHTLY, at 6.30 and 8.50. <box>1166 1183 1327 1193</box>
show-details: TO-DAY, 2.15 & 8.15. <box>1166 182 1264 192</box>
show-title: LOHENGRIN. <box>1229 812 1313 825</box>
article-subheading: ADVISORY COUNCIL FOR LONDON. <box>736 92 896 118</box>
masthead: THE TIMES, SATURDAY, MARCH 1, 1924. <box>585 4 1041 25</box>
listing-entry <box>1394 244 1618 290</box>
listing-entry <box>1394 60 1618 106</box>
advert-penny: Not a Penny from the State. <box>41 1234 199 1245</box>
listing-entry <box>939 60 1149 117</box>
advert-name: SPINK and SON, Ltd. <box>42 1422 198 1437</box>
article-body: The Fine Art Society, 148, New Bond-street, is holding a memorial exhibition of paintings by the late Mr. Reginald Frampton, who died last year. His work was pretty well known at the Royal Academy and elsewhere, and was much and justly admired by those whose minds were still open to the beauty which Burne-Jones and others had brought to their time. <box>475 85 693 172</box>
show-details: Carnival Night. <box>1394 853 1465 863</box>
section-heading: OPERA. <box>1019 42 1069 57</box>
listing-entry <box>710 1182 922 1202</box>
venue-name: THE OLD VIC. <box>1166 799 1246 810</box>
section-heading: ST. ANDREW'S HOSPITAL. <box>37 1464 203 1477</box>
filler-text: ▬▬▬ ▬▬▬▬ ▬▬ ▬▬▬▬▬ ▬▬▬ ▬▬▬▬ ▬▬▬▬ ▬▬▬ ▬▬ ▬▬▬▬ ▬▬▬▬▬ ▬▬ ▬▬▬ ▬▬▬▬ ▬▬ ▬▬▬▬▬ <box>8 55 232 87</box>
venue-name: COLISEUM, Charing Cross. <box>1166 1066 1320 1077</box>
advert-line: GOLDEN COLOUR for Fair Hair. <box>30 1010 210 1021</box>
show-title: SIR LANDON RONALD. <box>1434 352 1578 365</box>
divider <box>1394 747 1618 750</box>
show-details: TO-NIGHT at 8.30. <box>1166 734 1253 744</box>
show-title: CATHERINE. <box>1003 825 1085 838</box>
section-heading: ART EXHIBITIONS. <box>487 44 681 66</box>
listing-entry <box>710 1162 922 1182</box>
show-title: GEORGES BOSKOFF. <box>1440 306 1572 319</box>
show-details: STEINWAY GRAND PIANOFORTE. <box>1394 136 1554 146</box>
article-subheading: SOME EXPERT REPORTS. <box>272 92 434 107</box>
show-details: St. George's Hall. <box>1166 1121 1247 1131</box>
article-body: Dr. Walter Seton, of Aberdeen, delivered yesterday the first of a course of five public lectures at University College, London, on the Relations between Scotland and Rome in the 16th Century. <box>475 1503 693 1557</box>
show-details: TO-DAY, 2.45 and 8. <box>1166 90 1258 100</box>
rowlands-advert <box>8 891 232 1112</box>
venue-name: WIGMORE HALL <box>1394 155 1489 166</box>
